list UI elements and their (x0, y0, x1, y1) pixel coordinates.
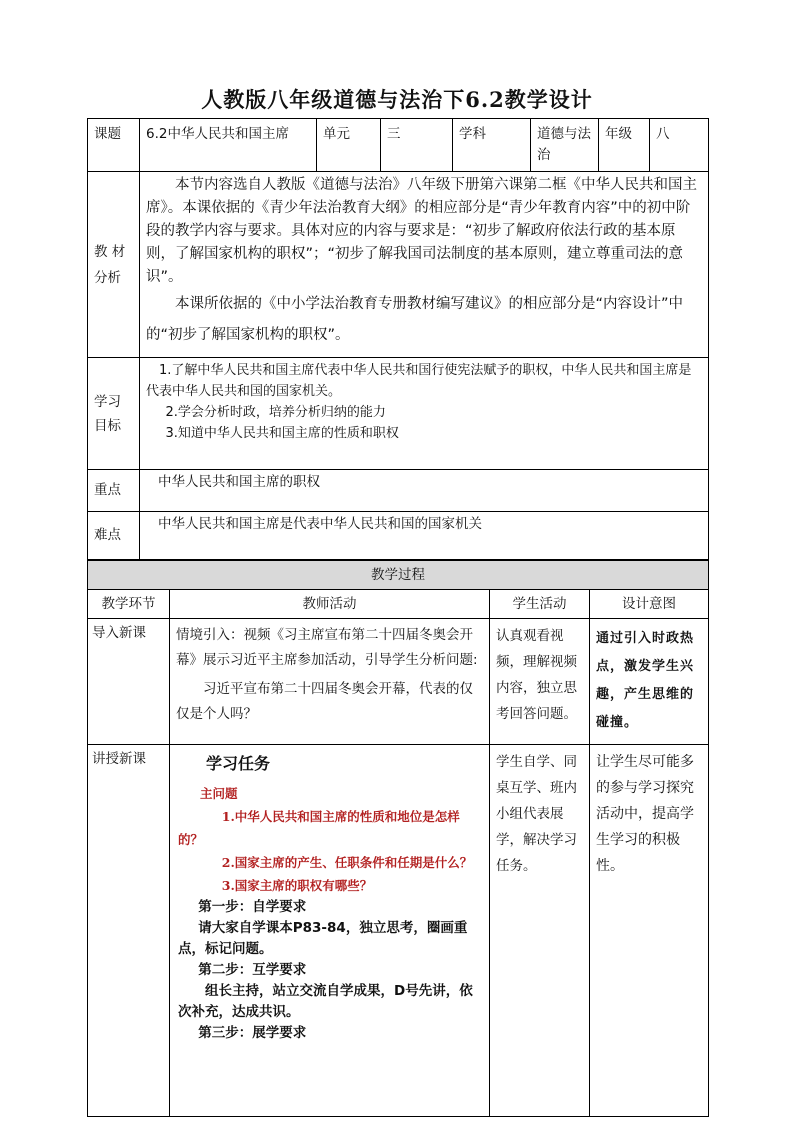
question-2: 2.国家主席的产生、任职条件和任期是什么？ (221, 855, 473, 870)
question-3: 3.国家主席的职权有哪些？ (221, 878, 373, 893)
task-title: 学习任务 (206, 754, 271, 773)
grade-label: 年级 (599, 119, 650, 172)
course-value: 6.2中华人民共和国主席 (140, 119, 317, 172)
key-point-row (88, 470, 709, 512)
step1-title: 第一步：自学要求 (198, 899, 307, 915)
key-point-label: 重点 (88, 470, 140, 512)
new-lesson-intent: 让学生尽可能多的参与学习探究活动中，提高学生学习的积极性。 (590, 745, 709, 1117)
process-header-row (88, 561, 709, 590)
objective-2: 2.学会分析时政，培养分析归纳的能力 (165, 405, 386, 420)
objectives-content (140, 358, 709, 470)
key-point-value: 中华人民共和国主席的职权 (140, 470, 709, 512)
subject-label: 学科 (453, 119, 531, 172)
new-lesson-row (88, 745, 709, 1117)
step2-text: 组长主持，站立交流自学成果，D号先讲，依次补充，达成共识。 (178, 983, 473, 1020)
objectives-row (88, 358, 709, 470)
grade-value: 八 (650, 119, 709, 172)
step2-title: 第二步：互学要求 (198, 962, 307, 978)
intro-teacher (170, 619, 490, 745)
objective-3: 3.知道中华人民共和国主席的性质和职权 (165, 426, 399, 441)
unit-label: 单元 (317, 119, 381, 172)
intro-row (88, 619, 709, 745)
new-lesson-stage: 讲授新课 (88, 745, 170, 1117)
objectives-label: 学习 目标 (88, 358, 140, 470)
intro-stage: 导入新课 (88, 619, 170, 745)
new-lesson-student: 学生自学、同桌互学、班内小组代表展学，解决学习任务。 (490, 745, 590, 1117)
difficulty-row (88, 512, 709, 560)
new-lesson-teacher (170, 745, 490, 1117)
question-1: 1.中华人民共和国主席的性质和地位是怎样的？ (178, 809, 460, 847)
lesson-info-table (87, 118, 709, 560)
teaching-process-table (87, 560, 709, 1117)
step3-title: 第三步：展学要求 (198, 1025, 307, 1041)
objective-1: 1.了解中华人民共和国主席代表中华人民共和国行使宪法赋予的职权，中华人民共和国主席是代表中华人民共和国的国家机关。 (146, 363, 692, 399)
difficulty-value: 中华人民共和国主席是代表中华人民共和国的国家机关 (140, 512, 709, 560)
process-columns-row (88, 590, 709, 619)
info-row (88, 119, 709, 172)
difficulty-label: 难点 (88, 512, 140, 560)
analysis-paragraph-1: 本节内容选自人教版《道德与法治》八年级下册第六课第二框《中华人民共和国主席》。本课依据的《青少年法治教育大纲》的相应部分是“青少年教育内容”中的初中阶段的教学内容与要求。具体对应的内容与要求是：“初步了解政府依法行政的基本原则，了解国家机构的职权”；“初步了解我国司法制度的基本原则，建立尊重司法的意识”。 (146, 177, 697, 285)
unit-value: 三 (381, 119, 453, 172)
textbook-analysis-content (140, 172, 709, 358)
intro-intent: 通过引入时政热点，激发学生兴趣，产生思维的碰撞。 (590, 619, 709, 745)
col-intent: 设计意图 (590, 590, 709, 619)
intro-student: 认真观看视频，理解视频内容，独立思考回答问题。 (490, 619, 590, 745)
textbook-analysis-label: 教 材 分析 (88, 172, 140, 358)
step1-text: 请大家自学课本P83-84，独立思考，圈画重点，标记问题。 (178, 920, 468, 957)
course-label: 课题 (88, 119, 140, 172)
process-header: 教学过程 (88, 561, 709, 590)
col-student: 学生活动 (490, 590, 590, 619)
analysis-paragraph-2: 本课所依据的《中小学法治教育专册教材编写建议》的相应部分是“内容设计”中的“初步了解国家机构的职权”。 (146, 296, 684, 343)
subject-value: 道德与法治 (531, 119, 599, 172)
col-stage: 教学环节 (88, 590, 170, 619)
textbook-analysis-row (88, 172, 709, 358)
intro-teacher-p1: 情境引入：视频《习主席宣布第二十四届冬奥会开幕》展示习近平主席参加活动，引导学生分析问题: (176, 627, 478, 668)
intro-teacher-p2: 习近平宣布第二十四届冬奥会开幕，代表的仅仅是个人吗？ (176, 681, 473, 722)
col-teacher: 教师活动 (170, 590, 490, 619)
page-title: 人教版八年级道德与法治下6.2教学设计 (201, 87, 593, 112)
main-question-label: 主问题 (200, 786, 238, 801)
